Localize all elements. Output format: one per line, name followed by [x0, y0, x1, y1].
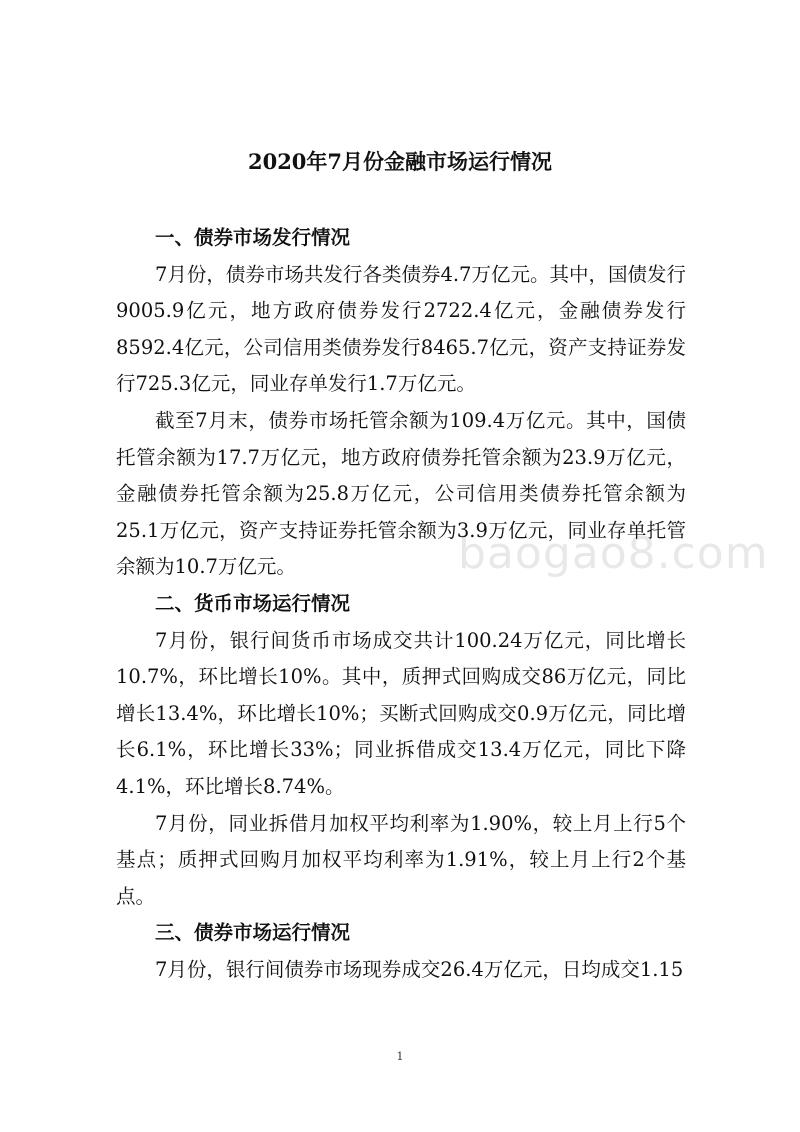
- paragraph: 7月份，银行间货币市场成交共计100.24万亿元，同比增长10.7%，环比增长10%。其中，质押式回购成交86万亿元，同比增长13.4%，环比增长10%；买断式回购成交0.9万亿元，同比增长6.1%，环比增长33%；同业拆借成交13.4万亿元，同比下降4.1%，环比增长8.74%。: [116, 628, 686, 798]
- watermark: baogao8.com: [458, 528, 769, 579]
- section-heading: 二、货币市场运行情况: [155, 591, 351, 615]
- section-heading: 一、债券市场发行情况: [155, 226, 351, 249]
- paragraph: 7月份，银行间债券市场现券成交26.4万亿元，日均成交1.15: [155, 957, 684, 981]
- paragraph: 截至7月末，债券市场托管余额为109.4万亿元。其中，国债托管余额为17.7万亿元，地方政府债券托管余额为23.9万亿元，金融债券托管余额为25.8万亿元，公司信用类债券托管余额为25.1万亿元，资产支持证券托管余额为3.9万亿元，同业存单托管余额为10.7万亿元。: [116, 408, 686, 579]
- document-body: [116, 220, 686, 988]
- section-bond-market: [116, 915, 686, 988]
- document-title: 2020年7月份金融市场运行情况: [247, 149, 553, 174]
- paragraph: 7月份，同业拆借月加权平均利率为1.90%，较上月上行5个基点；质押式回购月加权平均利率为1.91%，较上月上行2个基点。: [116, 811, 686, 908]
- section-heading: 三、债券市场运行情况: [155, 921, 351, 945]
- paragraph: 7月份，债券市场共发行各类债券4.7万亿元。其中，国债发行9005.9亿元，地方政府债券发行2722.4亿元，金融债券发行8592.4亿元，公司信用类债券发行8465.7亿元，资产支持证券发行725.3亿元，同业存单发行1.7万亿元。: [116, 262, 686, 396]
- page-number: 1: [396, 1050, 404, 1063]
- section-money-market: [116, 586, 686, 915]
